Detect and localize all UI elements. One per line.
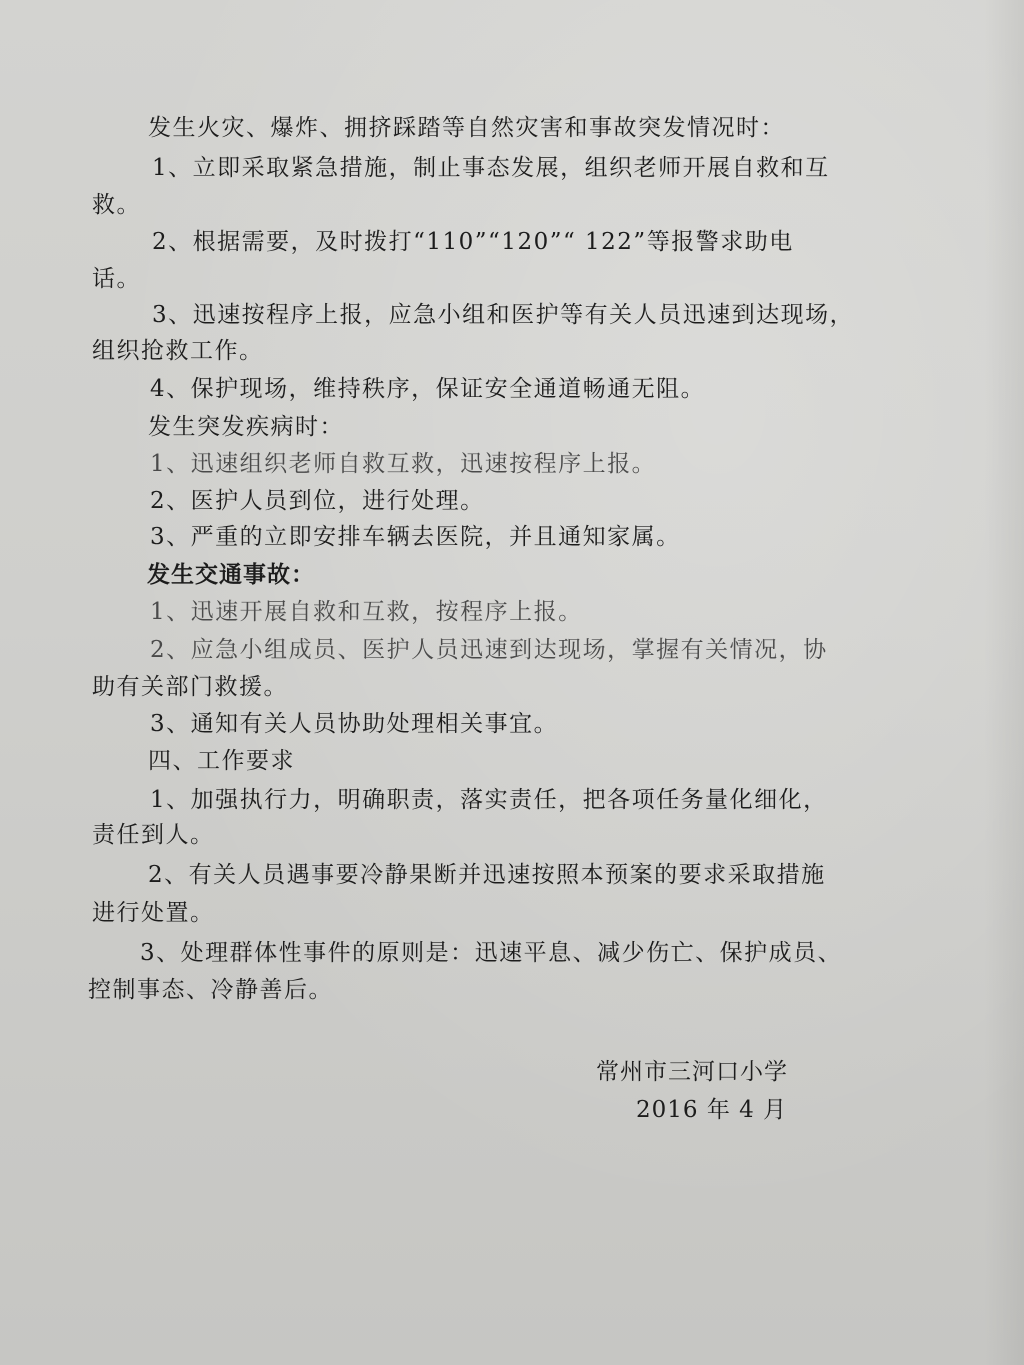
illness-heading: 发生突发疾病时：	[148, 414, 344, 440]
fire-item-4: 4、保护现场，维持秩序，保证安全通道畅通无阻。	[150, 376, 706, 402]
requirements-item-2-line-1: 2、有关人员遇事要冷静果断并迅速按照本预案的要求采取措施	[148, 862, 826, 888]
fire-item-1-line-2: 救。	[92, 192, 141, 218]
traffic-item-3: 3、通知有关人员协助处理相关事宜。	[150, 711, 559, 737]
requirements-item-3-line-1: 3、处理群体性事件的原则是：迅速平息、减少伤亡、保护成员、	[140, 940, 843, 966]
signature-organization: 常州市三河口小学	[596, 1059, 788, 1085]
illness-item-3: 3、严重的立即安排车辆去医院，并且通知家属。	[150, 524, 681, 550]
page-shadow	[984, 0, 1024, 1365]
fire-item-1-line-1: 1、立即采取紧急措施，制止事态发展，组织老师开展自救和互	[152, 155, 830, 181]
requirements-item-2-line-2: 进行处置。	[92, 900, 215, 926]
requirements-item-1-line-1: 1、加强执行力，明确职责，落实责任，把各项任务量化细化，	[150, 787, 828, 813]
requirements-heading: 四、工作要求	[148, 748, 295, 774]
traffic-item-1: 1、迅速开展自救和互救，按程序上报。	[150, 599, 583, 625]
illness-item-2: 2、医护人员到位，进行处理。	[150, 488, 485, 514]
fire-item-2-line-2: 话。	[92, 266, 141, 292]
traffic-item-2-line-2: 助有关部门救援。	[92, 674, 288, 700]
traffic-heading: 发生交通事故：	[147, 562, 315, 588]
traffic-item-2-line-1: 2、应急小组成员、医护人员迅速到达现场，掌握有关情况，协	[150, 637, 828, 663]
fire-item-3-line-1: 3、迅速按程序上报，应急小组和医护等有关人员迅速到达现场，	[152, 302, 855, 328]
fire-item-2-line-1: 2、根据需要，及时拨打“110”“120”“ 122”等报警求助电	[152, 229, 794, 255]
fire-heading: 发生火灾、爆炸、拥挤踩踏等自然灾害和事故突发情况时：	[148, 115, 785, 141]
requirements-item-1-line-2: 责任到人。	[92, 822, 215, 848]
signature-date: 2016 年 4 月	[636, 1097, 788, 1123]
illness-item-1: 1、迅速组织老师自救互救，迅速按程序上报。	[150, 451, 657, 477]
requirements-item-3-line-2: 控制事态、冷静善后。	[88, 977, 333, 1003]
fire-item-3-line-2: 组织抢救工作。	[92, 338, 264, 364]
